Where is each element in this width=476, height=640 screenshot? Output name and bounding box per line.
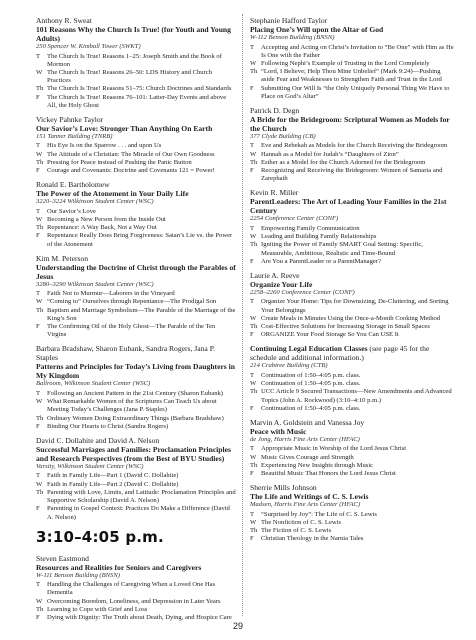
session-topic: Pressing for Peace instead of Pushing the Panic Button (47, 158, 192, 166)
course-location: 2258–2260 Conference Center (CONF) (250, 288, 355, 296)
course-location: 377 Clyde Building (CB) (250, 132, 316, 140)
session-day: Th (250, 527, 258, 535)
session-topic: “Surprised by Joy”: The Life of C. S. Lewis (261, 510, 377, 518)
session-day: T (250, 510, 255, 518)
session-topic: Faith in Family Life—Part 2 (David C. Dollahite) (47, 480, 179, 488)
session-topic: Create Meals in Minutes Using the Once-a-Month Cooking Method (261, 314, 441, 322)
session-day: Th (36, 306, 44, 314)
presenter-name: Anthony R. Sweat (36, 16, 92, 25)
presenter-name: Steven Eastmond (36, 553, 89, 563)
session-row (250, 380, 455, 388)
session-row (36, 224, 236, 232)
presenter-name: Kevin R. Miller (250, 188, 299, 198)
session-topic: Parenting in Gospel Context: Practices Do Make a Difference (David A. Nelson) (47, 505, 230, 521)
session-topic: His Eye Is on the Sparrow . . . and upon Us (47, 142, 162, 150)
course-location: 250 Spencer W. Kimball Tower (SWKT) (36, 43, 141, 50)
session-day: T (36, 581, 41, 589)
session-topic: Following Nephi’s Example of Trusting in the Lord Completely (261, 59, 430, 67)
session-topic: Repentance Really Does Bring Forgiveness: Satan’s Lie vs. the Power of the Atonement (47, 232, 233, 248)
presenter-name: Laurie A. Reeve (250, 270, 300, 280)
session-row (36, 53, 236, 69)
session-topic: Faith in Family Life—Part 1 (David C. Dollahite) (47, 472, 179, 480)
session-topic: ORGANIZE Your Food Storage So You Can USE It (261, 331, 399, 339)
course-location: Ballroom, Wilkinson Student Center (WSC) (36, 380, 151, 388)
session-topic: Recognizing and Receiving the Bridegroom: Women of Samaria and Zarephath (261, 167, 443, 183)
session-day: F (36, 167, 40, 175)
session-row (36, 505, 236, 521)
session-list (36, 208, 236, 249)
session-topic: Ordinary Women Doing Extraordinary Things (Barbara Bradshaw) (47, 414, 224, 422)
session-day: Th (36, 605, 44, 613)
session-day: Th (36, 85, 44, 93)
session-topic: Empowering Family Communication (261, 224, 360, 232)
session-row (250, 527, 455, 535)
session-topic: Accepting and Acting on Christ’s Invitation to “Be One” with Him as He Is One with the Father (261, 43, 454, 59)
session-row (250, 511, 455, 519)
course-entry (36, 254, 236, 340)
presenter-name: Barbara Bradshaw, Sharon Eubank, Sandra Rogers, Jana P. Staples (36, 344, 215, 363)
session-row (36, 298, 236, 306)
session-day: T (36, 472, 41, 480)
session-day: F (36, 323, 40, 331)
session-day: W (36, 480, 43, 488)
session-list (36, 390, 236, 431)
course-location: Madsen, Harris Fine Arts Center (HFAC) (250, 501, 361, 509)
session-day: T (250, 371, 255, 379)
session-topic: Appropriate Music in Worship of the Lord Jesus Christ (261, 445, 407, 453)
session-row (36, 142, 236, 150)
course-entry (36, 554, 236, 623)
session-day: Th (250, 323, 258, 331)
page-number: 29 (232, 621, 243, 631)
course-title (36, 362, 236, 380)
course-title (250, 115, 455, 133)
right-column (250, 16, 455, 549)
column-divider (242, 14, 243, 616)
course-title-text: Placing One’s Will upon the Altar of God (250, 25, 384, 34)
session-list (250, 225, 455, 266)
course-title (36, 189, 236, 198)
session-day: W (250, 150, 257, 158)
course-entry (250, 16, 455, 101)
session-row (250, 167, 455, 183)
session-day: T (250, 224, 255, 232)
session-row (250, 159, 455, 167)
session-row (36, 398, 236, 414)
course-title-text: Patterns and Principles for Today’s Living from Daughters in My Kingdom (36, 362, 235, 381)
session-day: T (36, 290, 41, 298)
course-title-text: Our Savior’s Love: Stronger Than Anything On Earth (36, 123, 213, 133)
session-row (36, 159, 236, 167)
session-row (36, 167, 236, 175)
course-title (36, 263, 236, 281)
session-list (250, 44, 455, 101)
session-day: Th (250, 68, 258, 76)
course-entry (250, 188, 455, 266)
session-row (36, 232, 236, 248)
session-row (250, 454, 455, 462)
session-topic: What Remarkable Women of the Scriptures Can Teach Us about Meeting Today’s Challenges (Jana P. Staples) (47, 398, 217, 414)
course-title (36, 445, 236, 463)
session-topic: Christian Theology in the Narnia Tales (261, 535, 364, 543)
presenter-name: Vickey Pahnke Taylor (36, 114, 104, 124)
session-row (250, 535, 455, 543)
session-row (250, 323, 455, 331)
session-list (36, 142, 236, 175)
course-title-text: Peace with Music (250, 426, 307, 436)
session-topic: Following an Ancient Pattern in the 21st Century (Sharon Eubank) (47, 389, 223, 397)
session-row (36, 390, 236, 398)
session-row (250, 225, 455, 233)
session-topic: The Confirming Oil of the Holy Ghost—The Parable of the Ten Virgins (47, 323, 216, 339)
session-day: T (250, 142, 255, 150)
presenter-name: Patrick D. Degn (250, 105, 300, 115)
course-title-note: (see page 45 for the schedule and additional information.) (250, 344, 430, 363)
session-row (36, 85, 236, 93)
course-title-text: Successful Marriages and Families: Proclamation Principles and Research Perspectives (from the Best of BYU Studies) (36, 444, 231, 463)
session-row (250, 60, 455, 68)
session-day: T (36, 52, 41, 60)
session-row (36, 415, 236, 423)
session-topic: Igniting the Power of Family SMART Goal Setting: Specific, Measurable, Ambitious, Realistic and Time-Bound (261, 241, 423, 257)
session-topic: Binding Our Hearts to Christ (Sandra Rogers) (47, 422, 169, 430)
session-topic: Continuation of 1:50–4:05 p.m. class. (261, 371, 361, 379)
session-day: T (250, 445, 255, 453)
session-day: W (36, 68, 43, 76)
session-day: F (250, 404, 254, 412)
session-day: T (250, 43, 255, 51)
session-topic: Cost-Effective Solutions for Increasing Storage in Small Spaces (261, 323, 430, 331)
session-topic: Courage and Covenants: Doctrine and Covenants 121 = Power! (47, 167, 215, 175)
session-row (36, 581, 236, 597)
session-row (36, 208, 236, 216)
session-day: F (250, 331, 254, 339)
session-day: W (36, 398, 43, 406)
session-day: F (250, 257, 254, 265)
course-entry (36, 436, 236, 522)
session-list (36, 472, 236, 521)
session-topic: Baptism and Marriage Symbolism—The Parable of the Marriage of the King’s Son (47, 306, 236, 322)
session-day: F (36, 232, 40, 240)
session-day: W (250, 233, 257, 241)
course-title (250, 492, 455, 501)
session-topic: Faith Not to Murmur—Laborers in the Vineyard (47, 290, 175, 298)
course-title-text: The Life and Writings of C. S. Lewis (250, 492, 369, 502)
session-topic: Continuation of 1:50–4:05 p.m. class. (261, 380, 361, 388)
course-title-text: The Power of the Atonement in Your Daily Life (36, 189, 189, 199)
session-list (36, 53, 236, 110)
course-entry (250, 271, 455, 340)
session-day: W (250, 59, 257, 67)
course-entry (36, 180, 236, 249)
session-day: F (36, 422, 40, 430)
session-topic: “Coming to” Ourselves through Repentance—The Prodigal Son (47, 298, 217, 306)
session-list (250, 511, 455, 544)
session-day: W (36, 298, 43, 306)
session-row (36, 489, 236, 505)
presenter-name: Stephanie Hafford Taylor (250, 16, 328, 25)
session-topic: Continuation of 1:50–4:05 p.m. class. (261, 404, 361, 412)
presenter-name: Marvin A. Goldstein and Vanessa Joy (250, 417, 365, 427)
course-title (250, 280, 455, 289)
session-row (250, 142, 455, 150)
session-day: Th (250, 241, 258, 249)
session-row (36, 94, 236, 110)
course-entry (250, 418, 455, 478)
session-topic: Music Gives Courage and Strength (261, 453, 354, 461)
session-day: F (250, 84, 254, 92)
session-row (36, 307, 236, 323)
course-title-text: Resources and Realities for Seniors and Caregivers (36, 562, 202, 572)
course-location: de Jong, Harris Fine Arts Center (HFAC) (250, 435, 360, 443)
course-title-text: Organize Your Life (250, 279, 313, 289)
session-row (36, 481, 236, 489)
course-location: W-111 Benson Building (BNSN) (36, 571, 120, 579)
left-column (36, 16, 236, 627)
course-title-text: A Bride for the Bridegroom: Scriptural Women as Models for the Church (250, 114, 450, 133)
session-topic: The Nonfiction of C. S. Lewis (261, 519, 342, 526)
session-topic: UCC Article 9 Secured Transactions—New Amendments and Advanced Topics (John A. Rockwood) (3:10–4:10 p.m.) (261, 388, 452, 404)
session-topic: Our Savior’s Love (47, 207, 96, 215)
session-topic: Parenting with Love, Limits, and Latitude: Proclamation Principles and Supportive Scholarship (David A. Nelson) (47, 488, 236, 505)
session-day: T (36, 389, 41, 397)
course-location: W-112 Benson Building (BNSN) (250, 34, 335, 41)
session-day: Th (250, 461, 258, 469)
session-row (250, 151, 455, 159)
session-day: T (36, 207, 41, 215)
course-location: 3220–3224 Wilkinson Student Center (WSC) (36, 198, 154, 206)
time-slot-heading: 3:10–4:05 p.m. (36, 527, 164, 546)
session-row (250, 44, 455, 60)
session-topic: Becoming a New Person from the Inside Out (47, 215, 166, 223)
session-day: T (250, 298, 255, 306)
session-topic: The Church Is True! Reasons 51–75: Church Doctrines and Standards (47, 85, 232, 93)
course-location: 3280–3290 Wilkinson Student Center (WSC) (36, 280, 154, 288)
session-row (250, 315, 455, 323)
session-row (250, 388, 455, 404)
presenter-name: Ronald E. Bartholomew (36, 180, 110, 190)
session-row (250, 331, 455, 339)
session-topic: The Church Is True! Reasons 76–101: Latter-Day Events and above All, the Holy Ghost (47, 93, 227, 109)
session-day: W (36, 597, 43, 605)
course-entry (36, 344, 236, 431)
session-list (250, 445, 455, 478)
session-row (36, 151, 236, 159)
session-list (250, 142, 455, 183)
session-topic: The Church Is True! Reasons 1–25: Joseph Smith and the Book of Mormon (47, 52, 222, 68)
course-title (250, 344, 455, 362)
session-day: Th (36, 488, 44, 496)
session-row (36, 69, 236, 85)
course-title (36, 25, 236, 43)
session-topic: Are You a ParentLeader or a ParentManager? (261, 257, 381, 265)
session-row (250, 445, 455, 453)
course-title-text: Continuing Legal Education Classes (250, 344, 368, 354)
presenter-name: Kim M. Peterson (36, 253, 89, 263)
session-topic: Experiencing New Insights through Music (261, 461, 374, 469)
course-title (36, 563, 236, 572)
course-entry (36, 115, 236, 175)
session-day: W (250, 453, 257, 461)
session-topic: “Lord, I Believe; Help Thou Mine Unbelief” (Mark 9:24)—Pushing aside Fear and Weaknesses to Strengthen Faith and Trust in the Lord (261, 68, 442, 84)
session-row (250, 258, 455, 266)
session-row (250, 85, 455, 101)
course-location: 214 Crabtree Building (CTB) (250, 362, 328, 370)
session-topic: Submitting Our Will Is “the Only Uniquely Personal Thing We Have to Place on God’s Altar” (261, 84, 450, 100)
session-row (36, 216, 236, 224)
session-day: Th (250, 388, 258, 396)
session-topic: The Fiction of C. S. Lewis (261, 527, 332, 535)
course-entry (36, 16, 236, 110)
session-day: F (250, 535, 254, 543)
session-topic: Repentance: A Way Back, Not a Way Out (47, 224, 157, 232)
session-topic: Esther as a Model for the Church Adorned for the Bridegroom (261, 158, 426, 166)
session-row (36, 472, 236, 480)
session-topic: The Church Is True! Reasons 26–50: LDS History and Church Practices (47, 68, 213, 85)
session-list (36, 290, 236, 339)
session-topic: Handling the Challenges of Caregiving When a Loved One Has Dementia (47, 581, 216, 597)
session-topic: Overcoming Boredom, Loneliness, and Depression in Later Years (47, 597, 221, 605)
session-day: F (250, 167, 254, 175)
session-row (36, 598, 236, 606)
course-entry (250, 483, 455, 543)
course-location: 2254 Conference Center (CONF) (250, 215, 339, 223)
course-title (250, 197, 455, 215)
session-day: Th (250, 158, 258, 166)
session-row (36, 423, 236, 431)
course-location: 151 Tanner Building (TNRB) (36, 132, 113, 140)
session-day: F (36, 93, 40, 101)
session-topic: Beautiful Music That Honors the Lord Jesus Christ (261, 470, 396, 478)
course-title-text: Understanding the Doctrine of Christ through the Parables of Jesus (36, 262, 236, 281)
course-title-text: ParentLeaders: The Art of Leading Your Families in the 21st Century (250, 197, 447, 216)
session-row (36, 290, 236, 298)
session-day: Th (36, 224, 44, 232)
course-entry (250, 106, 455, 184)
session-day: W (250, 519, 257, 526)
presenter-name: Sherrie Mills Johnson (250, 483, 317, 493)
session-list (250, 298, 455, 339)
session-day: W (36, 215, 43, 223)
session-row (250, 68, 455, 84)
session-topic: Learning to Cope with Grief and Loss (47, 605, 148, 613)
session-day: Th (36, 158, 44, 166)
session-day: F (36, 505, 40, 513)
session-day: Th (36, 414, 44, 422)
session-topic: Hannah as a Model for Judah’s “Daughters of Zion” (261, 150, 399, 158)
session-row (250, 519, 455, 527)
course-title (250, 25, 455, 34)
session-day: W (250, 380, 257, 388)
session-row (36, 323, 236, 339)
session-row (36, 606, 236, 614)
session-row (250, 470, 455, 478)
session-topic: Leading and Building Family Relationships (261, 233, 377, 241)
course-title-text: 101 Reasons Why the Church Is True! (for Youth and Young Adults) (36, 25, 231, 43)
session-list (36, 581, 236, 622)
session-topic: Dying with Dignity: The Truth about Death, Dying, and Hospice Care (47, 614, 232, 622)
session-row (250, 241, 455, 257)
session-row (250, 405, 455, 413)
course-location: Varsity, Wilkinson Student Center (WSC) (36, 462, 144, 470)
session-row (250, 298, 455, 314)
session-topic: Organize Your Home: Tips for Downsizing, De-Cluttering, and Sorting Your Belongings (261, 298, 449, 314)
session-day: F (36, 614, 40, 622)
session-day: F (250, 470, 254, 478)
course-entry (250, 344, 455, 413)
presenter-name: David C. Dollahite and David A. Nelson (36, 435, 160, 445)
course-title (36, 124, 236, 133)
session-row (250, 233, 455, 241)
session-row (250, 462, 455, 470)
session-topic: The Attitude of a Christian: The Miracle of Our Own Goodness (47, 150, 215, 158)
session-row (250, 372, 455, 380)
session-list (250, 372, 455, 413)
session-day: W (250, 314, 257, 322)
session-day: T (36, 142, 41, 150)
session-topic: Eve and Rebekah as Models for the Church Receiving the Bridegroom (261, 142, 448, 150)
session-day: W (36, 150, 43, 158)
course-title (250, 427, 455, 436)
